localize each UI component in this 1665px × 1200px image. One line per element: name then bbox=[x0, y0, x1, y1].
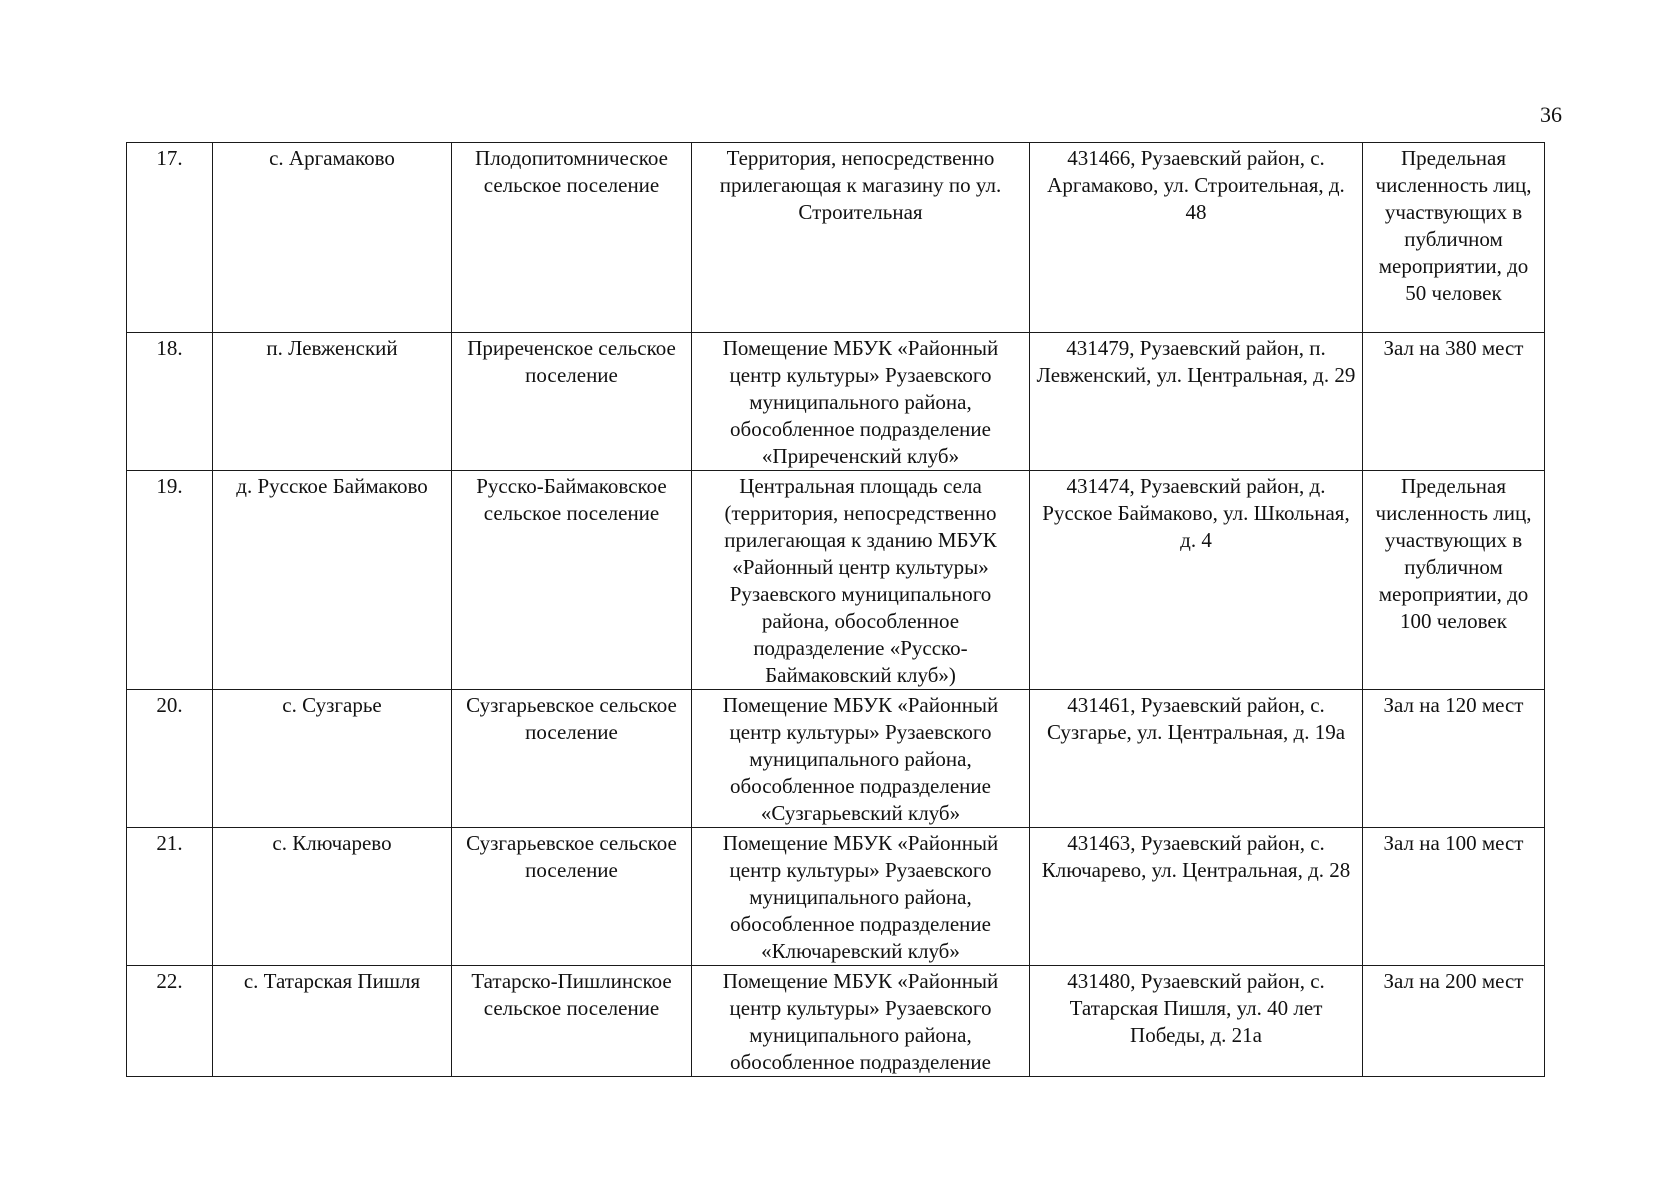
place-cell: Территория, непосредственно прилегающая к магазину по ул. Строительная bbox=[692, 143, 1030, 333]
settlement-cell: п. Левженский bbox=[213, 333, 452, 471]
address-cell: 431461, Рузаевский район, с. Сузгарье, ул. Центральная, д. 19а bbox=[1030, 690, 1363, 828]
row-number: 22. bbox=[127, 966, 213, 1077]
address-cell: 431466, Рузаевский район, с. Аргамаково, ул. Строительная, д. 48 bbox=[1030, 143, 1363, 333]
settlement-cell: с. Татарская Пишля bbox=[213, 966, 452, 1077]
municipality-cell: Русско-Баймаковское сельское поселение bbox=[452, 471, 692, 690]
capacity-cell: Зал на 100 мест bbox=[1363, 828, 1545, 966]
place-cell: Помещение МБУК «Районный центр культуры» Рузаевского муниципального района, обособленное подразделение «Ключаревский клуб» bbox=[692, 828, 1030, 966]
row-number: 21. bbox=[127, 828, 213, 966]
row-number: 19. bbox=[127, 471, 213, 690]
capacity-cell: Зал на 380 мест bbox=[1363, 333, 1545, 471]
settlement-cell: с. Сузгарье bbox=[213, 690, 452, 828]
table-row bbox=[127, 143, 1545, 333]
venues-table bbox=[126, 142, 1545, 1077]
place-cell: Помещение МБУК «Районный центр культуры» Рузаевского муниципального района, обособленное подразделение bbox=[692, 966, 1030, 1077]
settlement-cell: д. Русское Баймаково bbox=[213, 471, 452, 690]
capacity-cell: Предельная численность лиц, участвующих в публичном мероприятии, до 100 человек bbox=[1363, 471, 1545, 690]
municipality-cell: Сузгарьевское сельское поселение bbox=[452, 690, 692, 828]
table-row bbox=[127, 690, 1545, 828]
address-cell: 431480, Рузаевский район, с. Татарская Пишля, ул. 40 лет Победы, д. 21а bbox=[1030, 966, 1363, 1077]
municipality-cell: Татарско-Пишлинское сельское поселение bbox=[452, 966, 692, 1077]
place-cell: Центральная площадь села (территория, непосредственно прилегающая к зданию МБУК «Районный центр культуры» Рузаевского муниципального района, обособленное подразделение «Русско-Баймаковский клуб») bbox=[692, 471, 1030, 690]
municipality-cell: Сузгарьевское сельское поселение bbox=[452, 828, 692, 966]
capacity-cell: Предельная численность лиц, участвующих в публичном мероприятии, до 50 человек bbox=[1363, 143, 1545, 333]
address-cell: 431479, Рузаевский район, п. Левженский, ул. Центральная, д. 29 bbox=[1030, 333, 1363, 471]
row-number: 20. bbox=[127, 690, 213, 828]
municipality-cell: Приреченское сельское поселение bbox=[452, 333, 692, 471]
address-cell: 431474, Рузаевский район, д. Русское Баймаково, ул. Школьная, д. 4 bbox=[1030, 471, 1363, 690]
place-cell: Помещение МБУК «Районный центр культуры» Рузаевского муниципального района, обособленное подразделение «Сузгарьевский клуб» bbox=[692, 690, 1030, 828]
municipality-cell: Плодопитомническое сельское поселение bbox=[452, 143, 692, 333]
table-row bbox=[127, 471, 1545, 690]
row-number: 17. bbox=[127, 143, 213, 333]
settlement-cell: с. Аргамаково bbox=[213, 143, 452, 333]
capacity-cell: Зал на 120 мест bbox=[1363, 690, 1545, 828]
capacity-cell: Зал на 200 мест bbox=[1363, 966, 1545, 1077]
address-cell: 431463, Рузаевский район, с. Ключарево, ул. Центральная, д. 28 bbox=[1030, 828, 1363, 966]
row-number: 18. bbox=[127, 333, 213, 471]
page-number: 36 bbox=[1540, 102, 1562, 127]
table-row bbox=[127, 333, 1545, 471]
table-row bbox=[127, 966, 1545, 1077]
table-row bbox=[127, 828, 1545, 966]
place-cell: Помещение МБУК «Районный центр культуры» Рузаевского муниципального района, обособленное подразделение «Приреченский клуб» bbox=[692, 333, 1030, 471]
settlement-cell: с. Ключарево bbox=[213, 828, 452, 966]
